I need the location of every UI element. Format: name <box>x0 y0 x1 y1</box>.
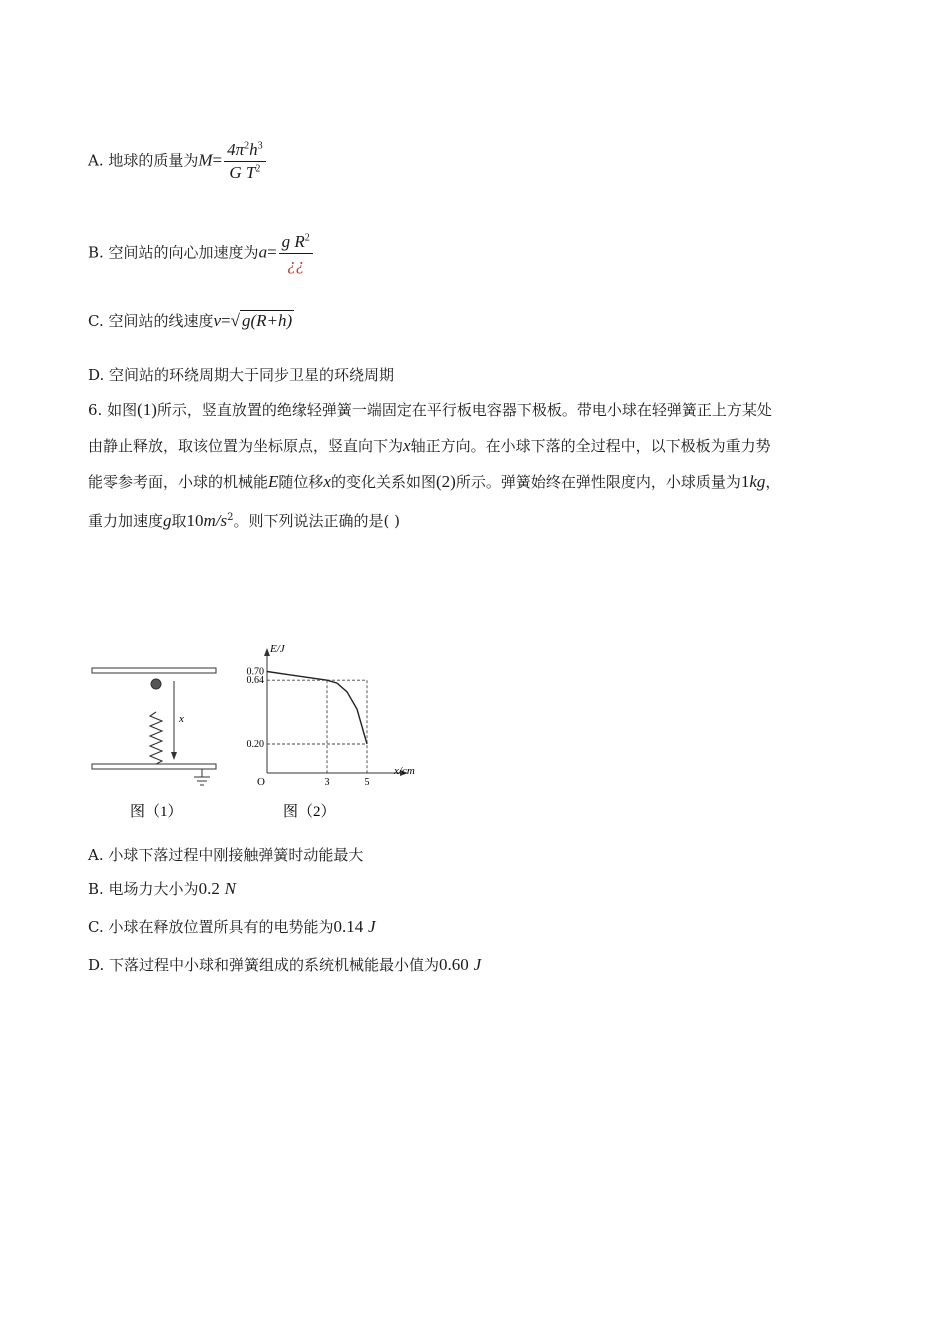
y-tick-label-1: 0.64 <box>246 675 264 687</box>
lower-plate <box>92 764 216 769</box>
sqrt-expression: g(R+h) <box>241 311 293 330</box>
x-arrow-head <box>171 752 177 760</box>
y-tick-label-0: 0.70 <box>246 666 264 678</box>
spring <box>150 712 162 764</box>
fig2-caption: 图（2） <box>283 804 336 820</box>
x-axis-label: x/cm <box>394 765 415 777</box>
fraction: $\frac{g R^2}{¿¿}$ <box>279 232 313 275</box>
q6-option-b: B. 电场力大小为0.2 N <box>88 879 236 898</box>
charged-ball <box>151 679 161 689</box>
x-tick-label-0: 3 <box>324 777 330 788</box>
q6-option-c: C. 小球在释放位置所具有的电势能为0.14 J <box>88 917 376 936</box>
q5-option-a: A. 地球的质量为M= $\frac{4\pi^2h^3}{G T^2}$ <box>88 140 268 183</box>
q5-option-d: D. 空间站的环绕周期大于同步卫星的环绕周期 <box>88 366 395 384</box>
q6-line-2: 由静止释放，取该位置为坐标原点，竖直向下为x轴正方向。在小球下落的全过程中，以下极板为重力势 <box>88 436 771 455</box>
q6-line-1: 6. 如图(1)所示，竖直放置的绝缘轻弹簧一端固定在平行板电容器下极板。带电小球在轻弹簧正上方某处 <box>88 400 772 419</box>
math-symbol: v <box>213 311 222 330</box>
series-line-E <box>267 672 367 745</box>
q6-option-a: A. 小球下落过程中刚接触弹簧时动能最大 <box>88 846 364 864</box>
q5-option-b: B. 空间站的向心加速度为a= $\frac{g R^2}{¿¿}$ <box>88 232 315 275</box>
q6-line-4: 重力加速度g取$10m/s^2$。则下列说法正确的是( ) <box>88 511 401 530</box>
x-tick-label-1: 5 <box>364 777 370 788</box>
origin-label: O <box>257 776 265 788</box>
y-axis-label: E/J <box>270 643 285 655</box>
upper-plate <box>92 668 216 673</box>
q6-option-d: D. 下落过程中小球和弹簧组成的系统机械能最小值为0.60 J <box>88 955 482 974</box>
q6-stem <box>88 392 868 539</box>
chart-marks <box>247 667 370 789</box>
math-symbol: M <box>198 150 213 170</box>
math-symbol: a <box>258 242 268 262</box>
option-c-text: C. 空间站的线速度 <box>88 312 214 330</box>
q6-line-3: 能零参考面，小球的机械能E随位移x的变化关系如图(2)所示。弹簧始终在弹性限度内，小球质量为1kg， <box>88 472 781 491</box>
y-tick-label-2: 0.20 <box>246 739 264 750</box>
physics-figure <box>80 640 440 830</box>
fraction: $\frac{4\pi^2h^3}{G T^2}$ <box>224 140 266 183</box>
q5-option-c: C. 空间站的线速度v=√ g(R+h) <box>88 311 293 330</box>
fig1-x-label: x <box>179 713 184 725</box>
figure-1 <box>92 668 216 820</box>
figure-2 <box>247 643 415 820</box>
option-b-text: B. 空间站的向心加速度为 <box>88 243 259 262</box>
fig1-caption: 图（1） <box>130 804 183 820</box>
option-a-text: A. 地球的质量为 <box>88 151 199 170</box>
